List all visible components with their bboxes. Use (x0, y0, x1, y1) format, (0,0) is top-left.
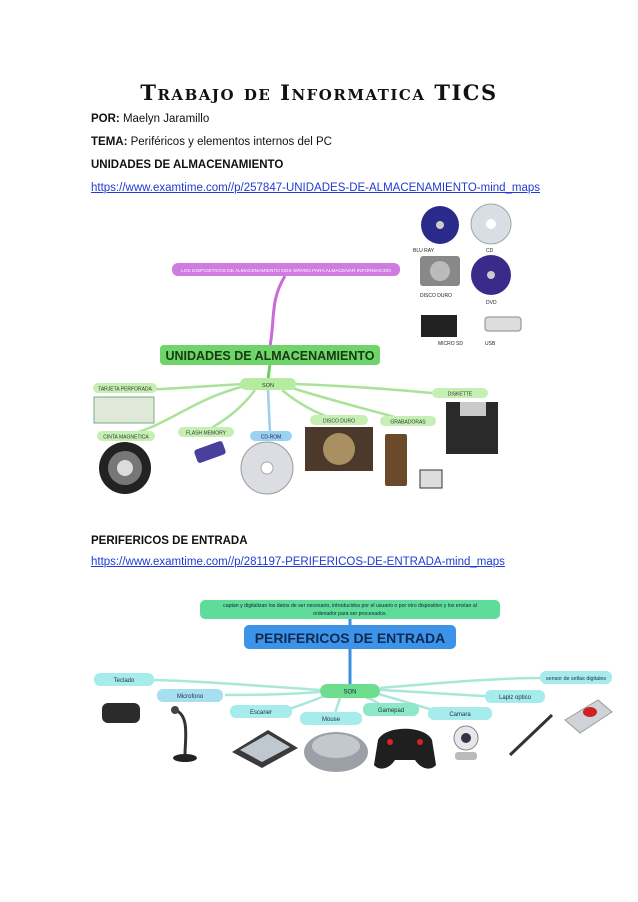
photo-label-bluray: BLU RAY (413, 248, 435, 254)
input-central-text: PERIFERICOS DE ENTRADA (254, 630, 446, 646)
light-pen-image (510, 715, 552, 755)
fingerprint-sensor-image (565, 700, 612, 733)
input-definition-text-2: ordenador para ser procesados. (313, 611, 387, 617)
microphone-image (171, 706, 197, 762)
keyboard-image (102, 703, 140, 723)
node-microfono: Microfono (176, 694, 204, 700)
scanner-image (232, 730, 298, 768)
gamepad-image (374, 729, 436, 769)
photo-label-usb: USB (485, 341, 496, 347)
author-label: POR: (91, 113, 120, 125)
node-cd-rom: CD-ROM (260, 434, 282, 441)
node-teclado: Teclado (113, 678, 135, 684)
section1-link[interactable]: https://www.examtime.com//p/257847-UNIDADES-DE-ALMACENAMIENTO-mind_maps (91, 182, 541, 194)
node-cinta-magnetica: CINTA MAGNETICA (103, 434, 149, 441)
storage-central-text: UNIDADES DE ALMACENAMIENTO (165, 349, 375, 363)
mouse-image (304, 732, 368, 772)
author-value: Maelyn Jaramillo (119, 113, 210, 125)
node-sensor-huellas: sensor de sellas digitales (545, 676, 607, 682)
document-title: Trabajo de Informatica TICS (140, 80, 498, 105)
node-tarjeta-perforada: TARJETA PERFORADA (98, 386, 152, 393)
photo-label-cd: CD (486, 248, 494, 254)
section1-heading: UNIDADES DE ALMACENAMIENTO (91, 159, 284, 171)
photo-label-micro-sd: MICRO SD (438, 341, 463, 347)
photo-label-disco-duro: DISCO DURO (420, 293, 452, 299)
storage-son-text: SON (262, 383, 274, 389)
node-lapiz-optico: Lapiz optico (498, 695, 532, 701)
photo-label-dvd: DVD (486, 300, 497, 306)
node-escaner: Escaner (249, 710, 273, 716)
input-son-text: SON (343, 689, 357, 696)
input-definition-text-1: captan y digitalizan los datos de ser necesario, introducidos por el usuario o por otro dispositivo y los envían al (223, 603, 477, 609)
node-grabadoras: GRABADORAS (390, 419, 426, 426)
storage-definition-text: LOS DISPOSITIVOS DE ALMACENAMIENTO NOS SIRVEN PARA ALMACENAR INFORMACION (181, 269, 391, 274)
webcam-image (454, 726, 478, 760)
topic-value: Periféricos y elementos internos del PC (127, 136, 332, 148)
node-flash-memory: FLASH MEMORY (186, 430, 226, 437)
node-diskette: DISKETTE (447, 391, 473, 398)
node-gamepad: Gamepad (377, 708, 405, 714)
node-disco-duro: DISCO DURO (323, 418, 355, 425)
node-camara: Camara (449, 712, 471, 718)
section2-link[interactable]: https://www.examtime.com//p/281197-PERIFERICOS-DE-ENTRADA-mind_maps (91, 556, 505, 568)
section2-heading: PERIFERICOS DE ENTRADA (91, 535, 248, 547)
node-mouse: Mouse (321, 717, 341, 723)
topic-label: TEMA: (91, 136, 128, 148)
